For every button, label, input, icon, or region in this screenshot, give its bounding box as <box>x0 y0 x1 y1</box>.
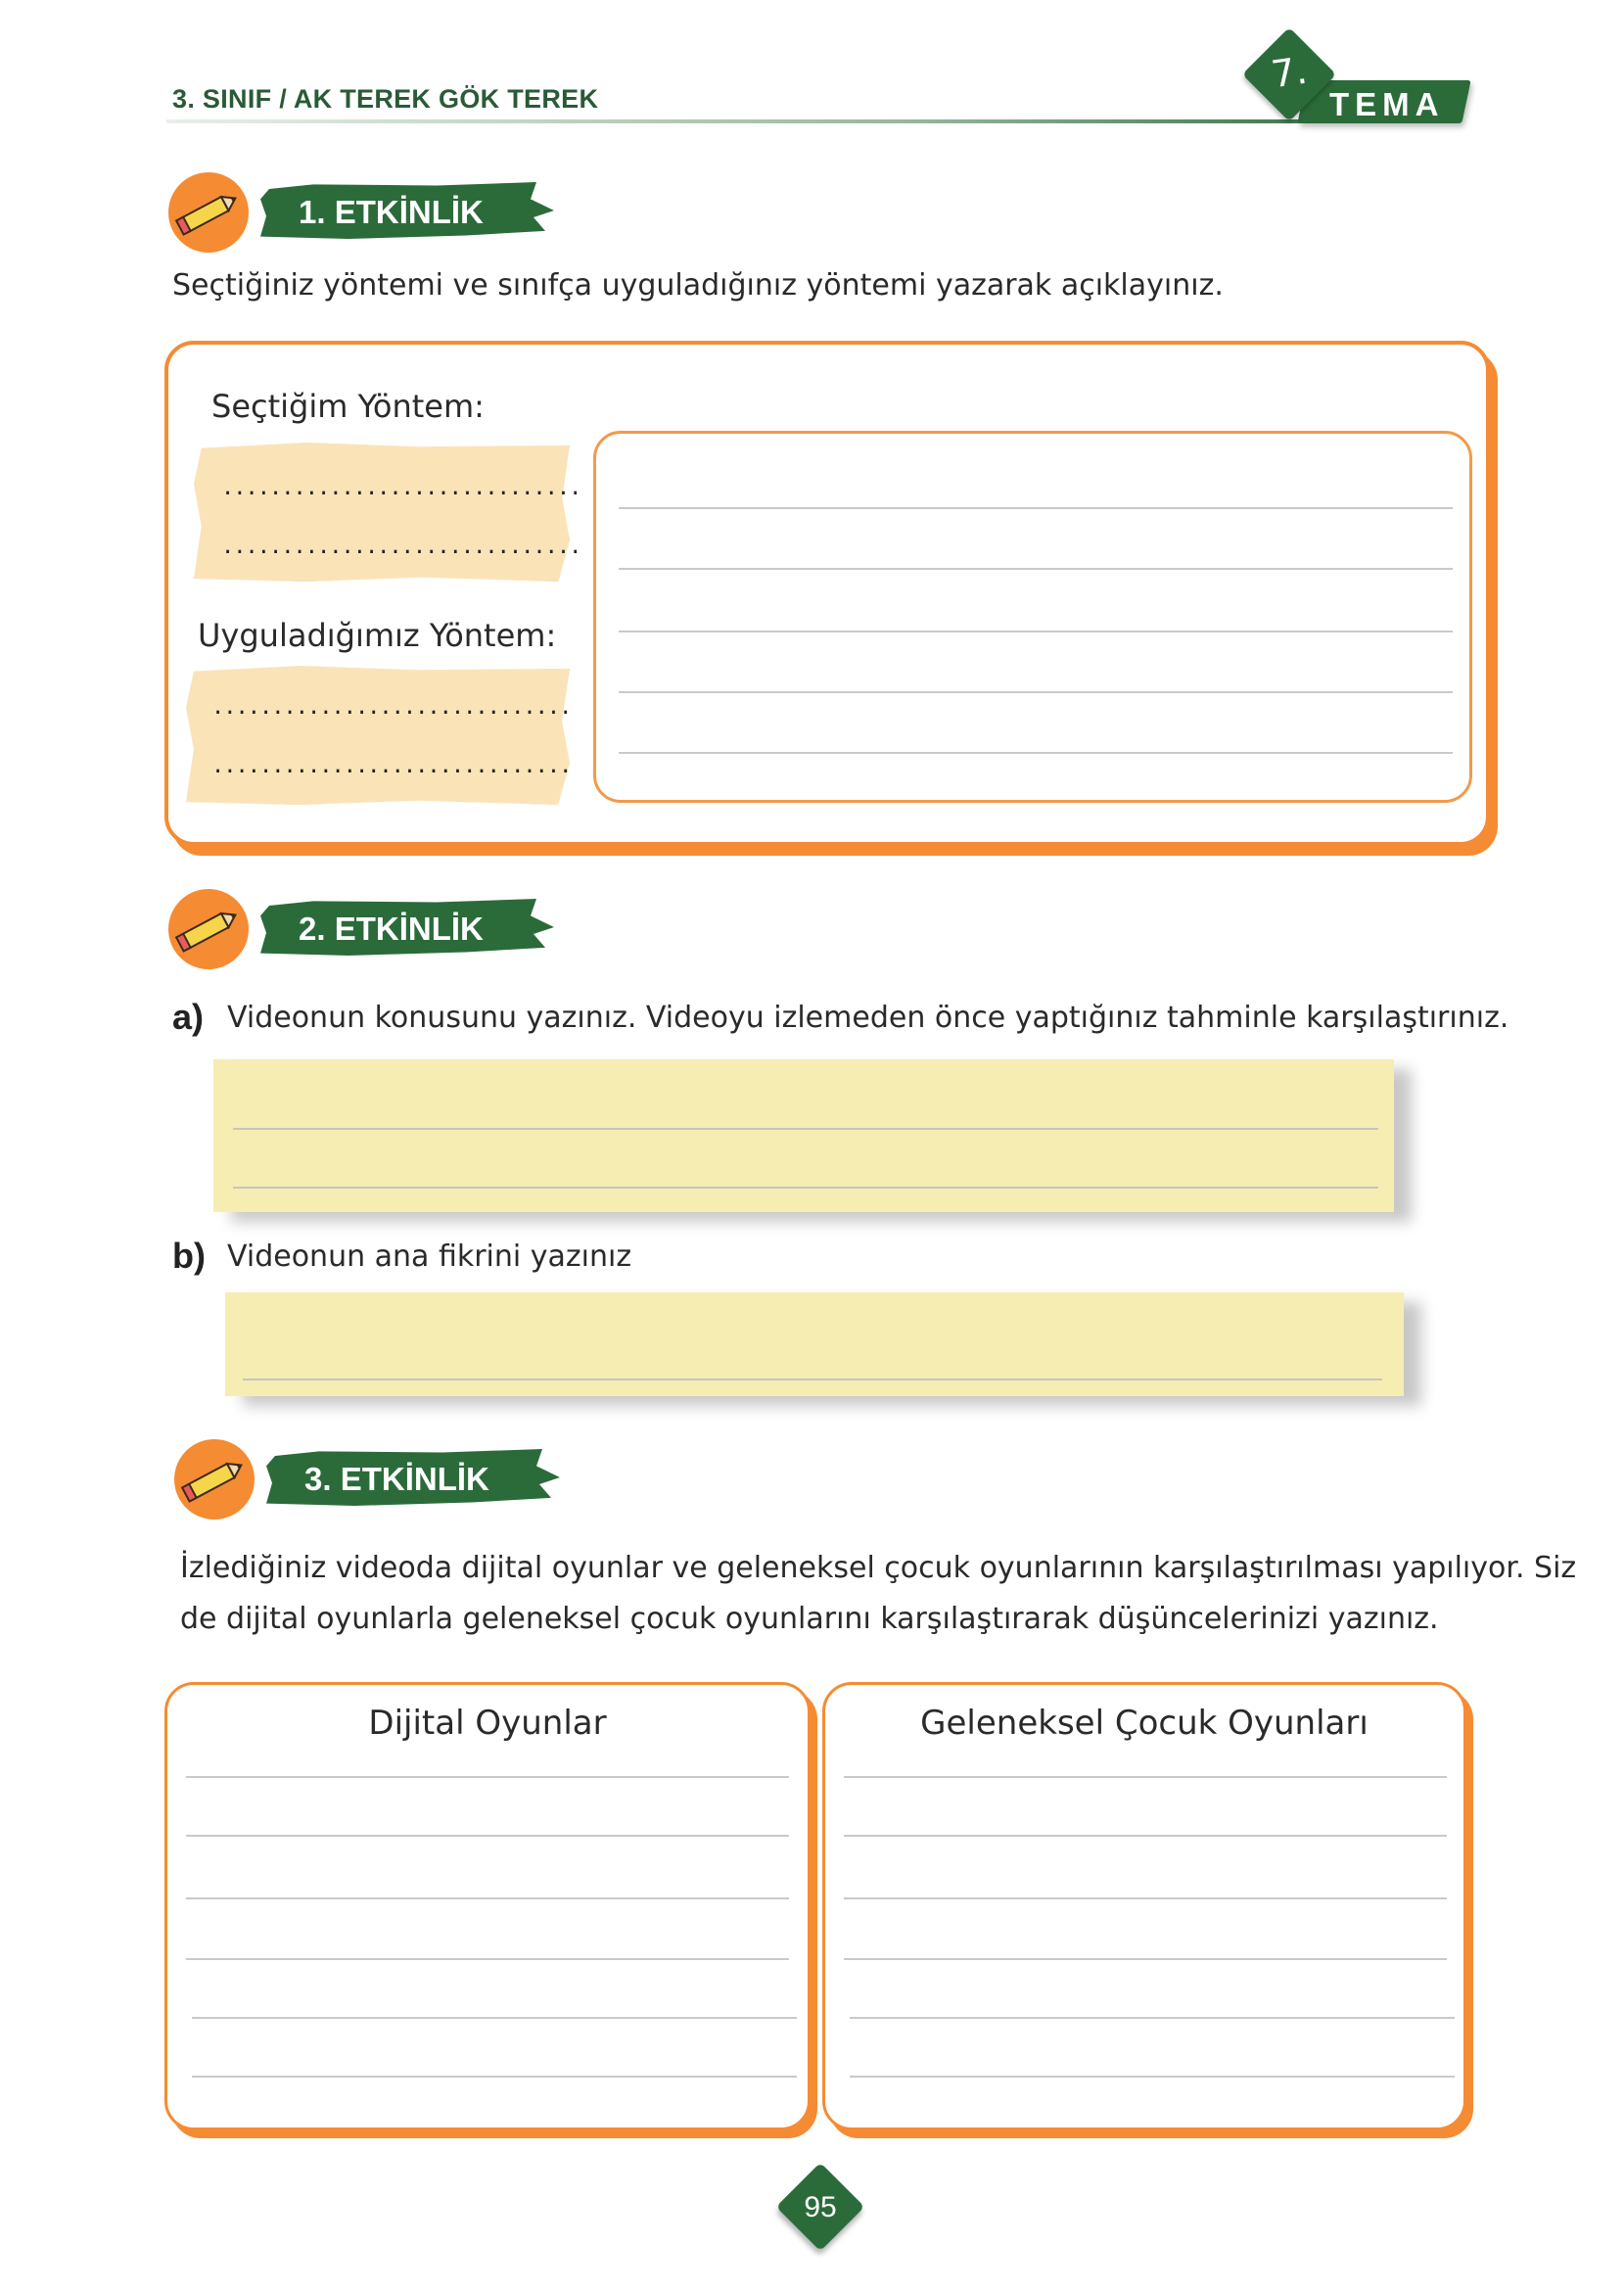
book-title: 3. SINIF / AK TEREK GÖK TEREK <box>172 84 599 114</box>
answer-line <box>233 1187 1378 1189</box>
activity-1-instruction: Seçtiğiniz yöntemi ve sınıfça uyguladığınız yöntemi yazarak açıklayınız. <box>172 268 1224 303</box>
part-b-marker: b) <box>172 1236 206 1276</box>
answer-line <box>243 1379 1382 1380</box>
activity-3-instruction-line-2: de dijital oyunlarla geleneksel çocuk oyunlarını karşılaştırarak düşüncelerinizi yazınız. <box>180 1602 1439 1636</box>
writing-line <box>192 2076 797 2078</box>
page-number: 95 <box>804 2191 837 2223</box>
part-a-marker: a) <box>172 997 205 1037</box>
applied-method-line-1[interactable]: .............................. <box>211 695 572 720</box>
writing-line <box>844 1835 1447 1837</box>
writing-line <box>192 2017 797 2019</box>
applied-method-label: Uyguladığımız Yöntem: <box>198 617 557 654</box>
activity-3-label: 3. ETKİNLİK <box>304 1461 489 1497</box>
applied-method-tape <box>186 666 570 805</box>
writing-line <box>844 1897 1447 1899</box>
traditional-games-box[interactable] <box>822 1682 1466 2130</box>
pencil-icon <box>168 889 249 969</box>
part-a-question: Videonun konusunu yazınız. Videoyu izlemeden önce yaptığınız tahminle karşılaştırınız. <box>227 1001 1509 1035</box>
writing-line <box>619 631 1453 632</box>
theme-number: 7. <box>1268 48 1311 97</box>
pencil-icon <box>168 172 249 253</box>
digital-games-box[interactable] <box>164 1682 811 2130</box>
activity-1-label: 1. ETKİNLİK <box>299 194 484 230</box>
digital-games-title: Dijital Oyunlar <box>368 1704 607 1743</box>
writing-line <box>186 1897 789 1899</box>
chosen-method-label: Seçtiğim Yöntem: <box>211 388 485 425</box>
part-b-answer-note[interactable] <box>225 1292 1404 1396</box>
writing-line <box>619 507 1453 509</box>
writing-line <box>850 2017 1455 2019</box>
part-a-answer-note[interactable] <box>213 1059 1394 1212</box>
applied-method-line-2[interactable]: .............................. <box>211 754 572 778</box>
chosen-method-line-2[interactable]: .............................. <box>221 535 581 559</box>
activity-1-writing-box[interactable] <box>593 431 1472 803</box>
writing-line <box>844 1776 1447 1778</box>
theme-label: TEMA <box>1329 86 1445 122</box>
chosen-method-line-1[interactable]: .............................. <box>221 476 581 500</box>
answer-line <box>233 1128 1378 1130</box>
writing-line <box>619 691 1453 693</box>
writing-line <box>850 2076 1455 2078</box>
activity-3-instruction-line-1: İzlediğiniz videoda dijital oyunlar ve geleneksel çocuk oyunlarının karşılaştırılması yapılıyor. Siz <box>180 1551 1577 1585</box>
writing-line <box>619 568 1453 570</box>
writing-line <box>186 1835 789 1837</box>
part-b-question: Videonun ana fikrini yazınız <box>227 1239 632 1274</box>
activity-2-label: 2. ETKİNLİK <box>299 911 484 947</box>
writing-line <box>619 752 1453 754</box>
writing-line <box>186 1958 789 1960</box>
header-divider <box>166 119 1390 123</box>
chosen-method-tape <box>194 443 570 582</box>
writing-line <box>186 1776 789 1778</box>
writing-line <box>844 1958 1447 1960</box>
pencil-icon <box>174 1439 255 1520</box>
traditional-games-title: Geleneksel Çocuk Oyunları <box>920 1704 1369 1743</box>
